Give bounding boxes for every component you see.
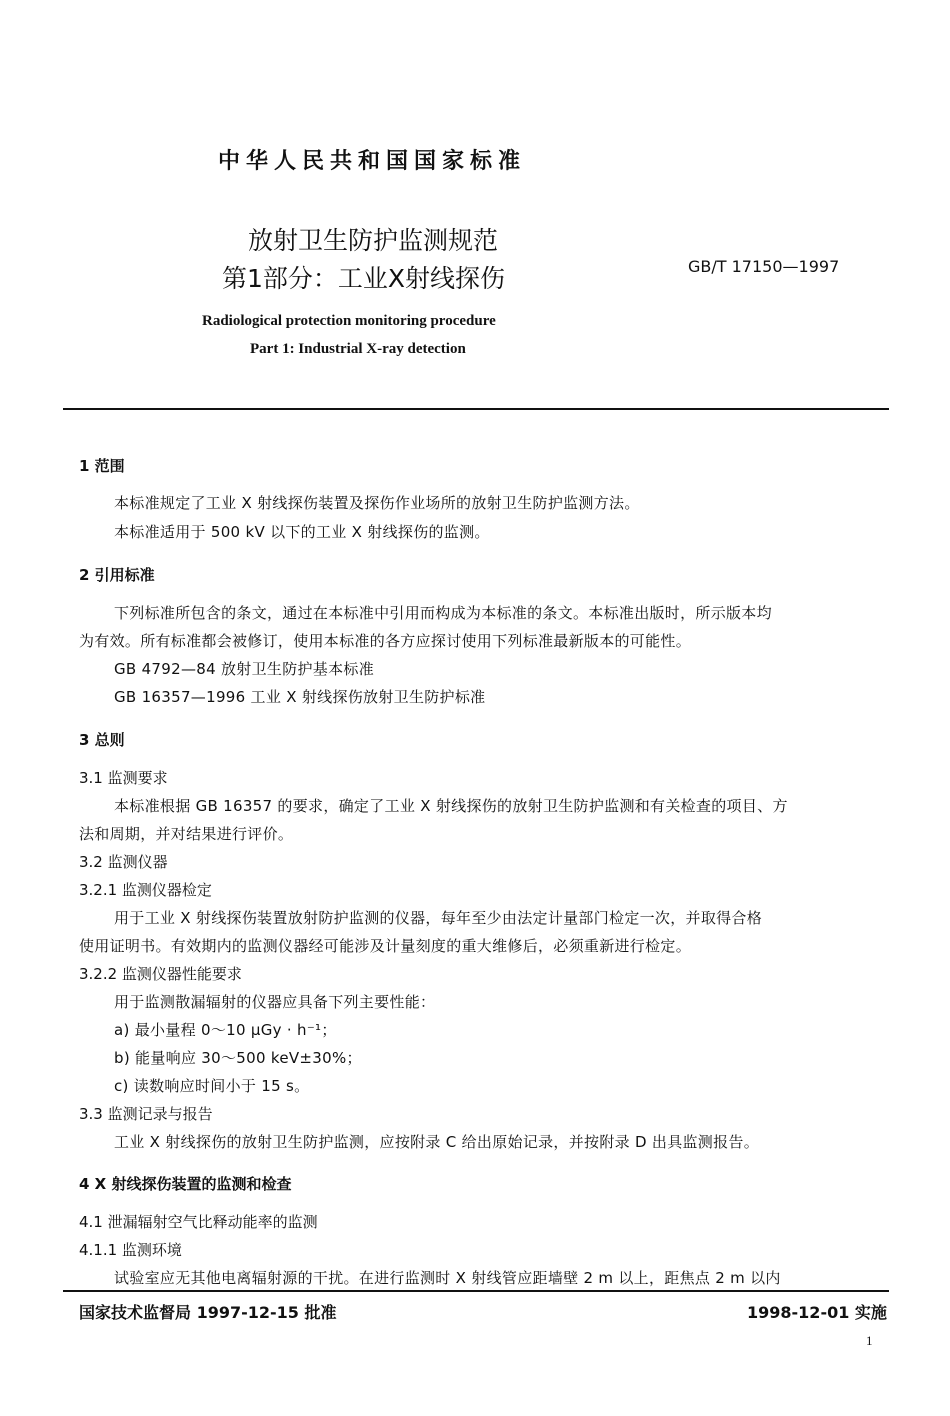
section-3-1-heading: 3.1 监测要求 <box>79 769 168 787</box>
reference-gb16357: GB 16357—1996 工业 X 射线探伤放射卫生防护标准 <box>114 688 486 706</box>
section-3-2-heading: 3.2 监测仪器 <box>79 853 168 871</box>
reference-gb4792: GB 4792—84 放射卫生防护基本标准 <box>114 660 375 678</box>
section-4-heading: 4 X 射线探伤装置的监测和检查 <box>79 1175 292 1193</box>
standard-number: GB/T 17150—1997 <box>688 257 840 276</box>
requirement-item-a: a) 最小量程 0～10 μGy · h⁻¹； <box>114 1021 337 1039</box>
section-1-para-2: 本标准适用于 500 kV 以下的工业 X 射线探伤的监测。 <box>114 523 490 541</box>
section-4-1-heading: 4.1 泄漏辐射空气比释动能率的监测 <box>79 1213 318 1231</box>
national-standard-heading: 中华人民共和国国家标准 <box>218 149 527 174</box>
title-cn-line1: 放射卫生防护监测规范 <box>248 226 499 255</box>
section-3-1-para-line1: 本标准根据 GB 16357 的要求，确定了工业 X 射线探伤的放射卫生防护监测和有关检查的项目、方 <box>114 797 788 815</box>
title-cn-line2: 第1部分：工业X射线探伤 <box>222 264 506 293</box>
requirement-item-b: b) 能量响应 30～500 keV±30%； <box>114 1049 362 1067</box>
section-3-3-heading: 3.3 监测记录与报告 <box>79 1105 213 1123</box>
section-3-2-2-heading: 3.2.2 监测仪器性能要求 <box>79 965 242 983</box>
title-en-line2: Part 1: Industrial X-ray detection <box>250 341 466 357</box>
section-2-para-line2: 为有效。所有标准都会被修订，使用本标准的各方应探讨使用下列标准最新版本的可能性。 <box>79 632 692 650</box>
section-3-2-1-heading: 3.2.1 监测仪器检定 <box>79 881 212 899</box>
section-3-heading: 3 总则 <box>79 731 125 749</box>
section-3-2-2-intro: 用于监测散漏辐射的仪器应具备下列主要性能： <box>114 993 436 1011</box>
requirement-item-c: c) 读数响应时间小于 15 s。 <box>114 1077 310 1095</box>
section-4-1-1-heading: 4.1.1 监测环境 <box>79 1241 182 1259</box>
section-1-heading: 1 范围 <box>79 457 125 475</box>
implementation-date: 1998-12-01 实施 <box>747 1303 887 1322</box>
section-3-1-para-line2: 法和周期，并对结果进行评价。 <box>79 825 294 843</box>
section-4-1-1-para: 试验室应无其他电离辐射源的干扰。在进行监测时 X 射线管应距墙壁 2 m 以上，距焦点 2 m 以内 <box>114 1269 781 1287</box>
section-2-para-line1: 下列标准所包含的条文，通过在本标准中引用而构成为本标准的条文。本标准出版时，所示版本均 <box>114 604 772 622</box>
section-1-para-1: 本标准规定了工业 X 射线探伤装置及探伤作业场所的放射卫生防护监测方法。 <box>114 494 640 512</box>
page-number: 1 <box>866 1333 873 1348</box>
section-3-3-para: 工业 X 射线探伤的放射卫生防护监测，应按附录 C 给出原始记录，并按附录 D 出具监测报告。 <box>114 1133 760 1151</box>
footer-divider <box>63 1290 889 1292</box>
title-en-line1: Radiological protection monitoring procedure <box>202 313 496 329</box>
section-3-2-1-para-line2: 使用证明书。有效期内的监测仪器经可能涉及计量刻度的重大维修后，必须重新进行检定。 <box>79 937 692 955</box>
section-2-heading: 2 引用标准 <box>79 566 155 584</box>
section-3-2-1-para-line1: 用于工业 X 射线探伤装置放射防护监测的仪器，每年至少由法定计量部门检定一次，并取得合格 <box>114 909 763 927</box>
approval-date: 国家技术监督局 1997-12-15 批准 <box>79 1303 337 1322</box>
header-divider <box>63 408 889 410</box>
